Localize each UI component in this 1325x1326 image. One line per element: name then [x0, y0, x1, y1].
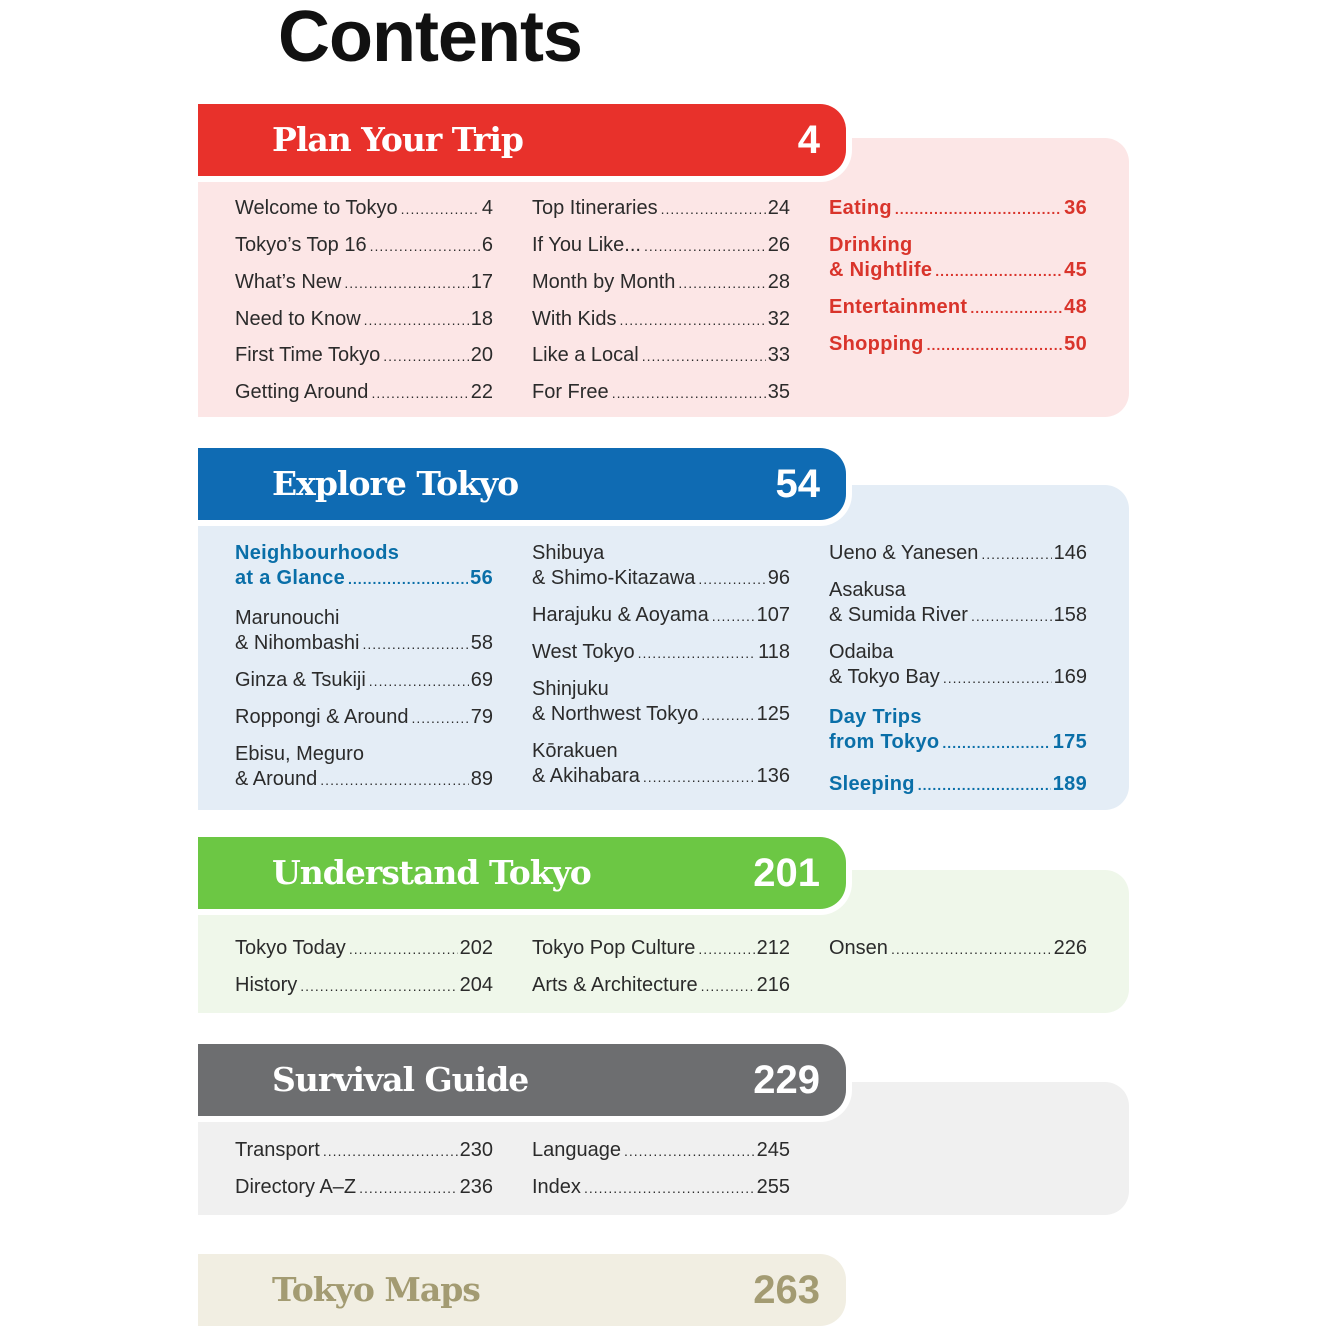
toc-entry-page: 96	[767, 567, 790, 589]
toc-entry[interactable]	[829, 295, 1087, 321]
toc-entry-row	[235, 973, 493, 999]
toc-entry-row	[829, 295, 1087, 321]
toc-entry-page: 236	[459, 1176, 493, 1198]
toc-entry[interactable]	[235, 936, 493, 962]
toc-entry[interactable]	[235, 270, 493, 296]
toc-entry-label: Directory A–Z	[235, 1176, 357, 1198]
dot-leader	[891, 936, 1052, 962]
toc-entry-page: 33	[767, 344, 790, 366]
toc-entry-label-line1: Ebisu, Meguro	[235, 743, 364, 765]
toc-entry-label: Transport	[235, 1139, 320, 1161]
toc-entry-page: 26	[767, 234, 790, 256]
toc-entry-row	[829, 730, 1087, 756]
toc-entry[interactable]	[532, 196, 790, 222]
toc-entry-row	[235, 1138, 493, 1164]
toc-entry-row	[235, 196, 493, 222]
toc-entry[interactable]	[829, 332, 1087, 358]
toc-entry[interactable]	[829, 578, 1087, 629]
toc-entry-row	[532, 702, 790, 728]
toc-entry-label: & Tokyo Bay	[829, 666, 940, 688]
toc-entry-label-line1: Day Trips	[829, 706, 922, 728]
toc-entry-page: 175	[1052, 731, 1087, 753]
toc-entry-label: Need to Know	[235, 308, 361, 330]
dot-leader	[371, 380, 468, 406]
toc-entry-row	[829, 258, 1087, 284]
toc-entry-label: & Shimo-Kitazawa	[532, 567, 696, 589]
dot-leader	[942, 730, 1050, 756]
toc-entry-label: History	[235, 974, 298, 996]
toc-entry[interactable]	[532, 541, 790, 592]
toc-entry-label-line1: Kōrakuen	[532, 740, 618, 762]
toc-entry-label: at a Glance	[235, 567, 346, 589]
section-header[interactable]	[198, 1044, 846, 1116]
toc-entry-label: Ginza & Tsukiji	[235, 669, 366, 691]
toc-entry-label: Like a Local	[532, 344, 639, 366]
toc-entry-label: Language	[532, 1139, 621, 1161]
dot-leader	[612, 380, 766, 406]
toc-entry-row	[235, 668, 493, 694]
dot-leader	[348, 566, 468, 592]
toc-entry-label: Eating	[829, 197, 892, 219]
toc-entry-label: Roppongi & Around	[235, 706, 409, 728]
toc-entry-label: Tokyo’s Top 16	[235, 234, 367, 256]
toc-entry[interactable]	[235, 973, 493, 999]
toc-entry[interactable]	[532, 936, 790, 962]
toc-entry-label-line1: Drinking	[829, 234, 913, 256]
toc-entry-page: 125	[756, 703, 790, 725]
toc-entry[interactable]	[829, 196, 1087, 222]
section-title: Survival Guide	[272, 1060, 529, 1099]
toc-entry[interactable]	[532, 307, 790, 333]
toc-entry[interactable]	[235, 307, 493, 333]
toc-entry-page: 169	[1053, 666, 1087, 688]
toc-entry-label: Tokyo Today	[235, 937, 346, 959]
toc-entry-row	[532, 640, 790, 666]
dot-leader	[363, 631, 469, 657]
section-header[interactable]	[198, 1254, 846, 1326]
toc-entry-row	[532, 233, 790, 259]
toc-entry[interactable]	[532, 233, 790, 259]
toc-entry[interactable]	[532, 380, 790, 406]
toc-entry-row	[532, 1175, 790, 1201]
dot-leader	[712, 603, 755, 629]
toc-entry[interactable]	[532, 640, 790, 666]
toc-entry-label: Tokyo Pop Culture	[532, 937, 696, 959]
toc-entry-page: 35	[767, 381, 790, 403]
toc-entry-row	[235, 705, 493, 731]
toc-entry[interactable]	[235, 541, 493, 592]
toc-entry-label: If You Like...	[532, 234, 641, 256]
toc-entry-label: Month by Month	[532, 271, 676, 293]
section-page-number: 4	[797, 118, 820, 162]
section-title: Understand Tokyo	[272, 853, 591, 892]
dot-leader	[411, 705, 468, 731]
dot-leader	[359, 1175, 457, 1201]
dot-leader	[701, 973, 755, 999]
toc-entry-label: & Around	[235, 768, 318, 790]
dot-leader	[323, 1138, 458, 1164]
toc-entry-page: 50	[1064, 333, 1087, 355]
dot-leader	[935, 258, 1062, 284]
toc-entry[interactable]	[235, 196, 493, 222]
toc-entry-row	[532, 603, 790, 629]
toc-entry[interactable]	[829, 705, 1087, 756]
toc-entry-label: Getting Around	[235, 381, 369, 403]
dot-leader	[349, 936, 458, 962]
toc-entry-row	[235, 767, 493, 793]
toc-entry-row	[829, 936, 1087, 962]
toc-entry-page: 202	[459, 937, 493, 959]
toc-entry-page: 17	[470, 271, 493, 293]
toc-entry[interactable]	[235, 705, 493, 731]
toc-entry-label-line1: Shinjuku	[532, 678, 609, 700]
toc-entry-page: 79	[470, 706, 493, 728]
toc-entry-label-line1: Asakusa	[829, 579, 906, 601]
toc-entry-row	[829, 332, 1087, 358]
toc-entry[interactable]	[532, 677, 790, 728]
toc-entry-label: Harajuku & Aoyama	[532, 604, 709, 626]
toc-entry-page: 24	[767, 197, 790, 219]
dot-leader	[981, 541, 1051, 567]
dot-leader	[624, 1138, 755, 1164]
dot-leader	[320, 767, 468, 793]
toc-entry-row	[532, 566, 790, 592]
toc-entry-row	[532, 936, 790, 962]
toc-entry[interactable]	[829, 640, 1087, 691]
toc-entry[interactable]	[532, 603, 790, 629]
dot-leader	[698, 936, 754, 962]
dot-leader	[383, 343, 469, 369]
toc-entry-page: 4	[481, 197, 493, 219]
dot-leader	[678, 270, 765, 296]
toc-entry-label: With Kids	[532, 308, 617, 330]
toc-entry-row	[532, 196, 790, 222]
toc-entry[interactable]	[235, 668, 493, 694]
toc-entry-row	[532, 380, 790, 406]
section-title: Plan Your Trip	[272, 120, 523, 159]
dot-leader	[971, 603, 1052, 629]
dot-leader	[970, 295, 1062, 321]
toc-entry[interactable]	[235, 1138, 493, 1164]
toc-entry-page: 118	[758, 641, 790, 663]
toc-entry-page: 48	[1064, 296, 1087, 318]
toc-entry-row	[532, 764, 790, 790]
toc-entry-label: & Akihabara	[532, 765, 640, 787]
toc-entry[interactable]	[532, 1175, 790, 1201]
dot-leader	[661, 196, 766, 222]
dot-leader	[584, 1175, 755, 1201]
toc-entry-label: Ueno & Yanesen	[829, 542, 979, 564]
toc-entry-page: 212	[756, 937, 790, 959]
toc-entry[interactable]	[235, 1175, 493, 1201]
toc-entry-label: Entertainment	[829, 296, 968, 318]
toc-entry-label: Top Itineraries	[532, 197, 658, 219]
toc-entry[interactable]	[532, 1138, 790, 1164]
dot-leader	[370, 233, 480, 259]
toc-entry-label: & Northwest Tokyo	[532, 703, 699, 725]
toc-entry[interactable]	[532, 270, 790, 296]
toc-entry[interactable]	[532, 343, 790, 369]
dot-leader	[401, 196, 480, 222]
toc-entry-row	[532, 1138, 790, 1164]
toc-entry-label-line1: Marunouchi	[235, 607, 340, 629]
toc-entry-row	[235, 936, 493, 962]
dot-leader	[642, 343, 766, 369]
section-title: Tokyo Maps	[272, 1270, 480, 1309]
toc-entry-page: 18	[470, 308, 493, 330]
dot-leader	[701, 702, 754, 728]
toc-entry-row	[235, 343, 493, 369]
toc-entry[interactable]	[532, 973, 790, 999]
toc-entry-row	[532, 270, 790, 296]
section-page-number: 229	[753, 1058, 820, 1102]
dot-leader	[643, 764, 755, 790]
section-title: Explore Tokyo	[272, 464, 519, 503]
toc-entry-label: & Nightlife	[829, 259, 933, 281]
toc-entry[interactable]	[829, 936, 1087, 962]
toc-entry-label: Index	[532, 1176, 581, 1198]
toc-entry-page: 45	[1064, 259, 1087, 281]
dot-leader	[344, 270, 468, 296]
toc-entry-row	[235, 380, 493, 406]
toc-entry-page: 216	[756, 974, 790, 996]
dot-leader	[698, 566, 765, 592]
dot-leader	[895, 196, 1062, 222]
dot-leader	[619, 307, 765, 333]
toc-entry-label: & Nihombashi	[235, 632, 360, 654]
toc-entry-row	[829, 603, 1087, 629]
toc-entry[interactable]	[235, 343, 493, 369]
toc-entry-label: from Tokyo	[829, 731, 940, 753]
toc-entry-page: 158	[1053, 604, 1087, 626]
toc-entry-page: 6	[481, 234, 493, 256]
toc-entry-label-line1: Neighbourhoods	[235, 542, 400, 564]
toc-entry-label: Shopping	[829, 333, 924, 355]
toc-entry-page: 20	[470, 344, 493, 366]
toc-entry-page: 255	[756, 1176, 790, 1198]
section-header[interactable]	[198, 104, 846, 176]
toc-entry-row	[829, 665, 1087, 691]
toc-entry[interactable]	[829, 541, 1087, 567]
toc-entry-label: Onsen	[829, 937, 888, 959]
toc-entry-label: West Tokyo	[532, 641, 635, 663]
page-title: Contents	[278, 0, 582, 77]
toc-entry-row	[829, 772, 1087, 798]
toc-entry-row	[235, 631, 493, 657]
dot-leader	[638, 640, 756, 666]
toc-entry-page: 69	[470, 669, 493, 691]
toc-entry-row	[532, 307, 790, 333]
toc-entry-page: 89	[470, 768, 493, 790]
dot-leader	[644, 233, 766, 259]
toc-entry-page: 230	[459, 1139, 493, 1161]
toc-entry-page: 56	[470, 567, 493, 589]
toc-entry-label: What’s New	[235, 271, 342, 293]
dot-leader	[918, 772, 1051, 798]
toc-entry[interactable]	[235, 380, 493, 406]
toc-entry-row	[235, 233, 493, 259]
toc-entry-page: 136	[756, 765, 790, 787]
toc-entry-row	[235, 307, 493, 333]
section-page-number: 54	[775, 462, 820, 506]
dot-leader	[369, 668, 469, 694]
dot-leader	[364, 307, 469, 333]
toc-entry-page: 226	[1053, 937, 1087, 959]
section-header[interactable]	[198, 448, 846, 520]
toc-entry-page: 146	[1053, 542, 1087, 564]
toc-entry-page: 36	[1064, 197, 1087, 219]
toc-entry-row	[829, 541, 1087, 567]
toc-entry-label: & Sumida River	[829, 604, 968, 626]
toc-entry-page: 245	[756, 1139, 790, 1161]
toc-entry[interactable]	[235, 233, 493, 259]
toc-entry[interactable]	[829, 772, 1087, 798]
toc-entry-page: 58	[470, 632, 493, 654]
toc-entry-page: 22	[470, 381, 493, 403]
toc-entry-row	[532, 973, 790, 999]
toc-entry-row	[235, 1175, 493, 1201]
toc-entry-label-line1: Odaiba	[829, 641, 894, 663]
toc-entry-page: 107	[756, 604, 790, 626]
toc-entry-label: For Free	[532, 381, 609, 403]
toc-entry-label: Welcome to Tokyo	[235, 197, 398, 219]
toc-entry-page: 189	[1052, 773, 1087, 795]
section-page-number: 263	[753, 1268, 820, 1312]
toc-entry-label-line1: Shibuya	[532, 542, 605, 564]
dot-leader	[943, 665, 1052, 691]
toc-entry-row	[235, 270, 493, 296]
toc-entry[interactable]	[235, 606, 493, 657]
toc-entry[interactable]	[829, 233, 1087, 284]
toc-entry[interactable]	[235, 742, 493, 793]
toc-entry-page: 32	[767, 308, 790, 330]
section-header[interactable]	[198, 837, 846, 909]
toc-entry-label: Arts & Architecture	[532, 974, 698, 996]
toc-entry-label: First Time Tokyo	[235, 344, 381, 366]
toc-entry-page: 28	[767, 271, 790, 293]
toc-entry-label: Sleeping	[829, 773, 915, 795]
dot-leader	[927, 332, 1063, 358]
toc-entry[interactable]	[532, 739, 790, 790]
toc-entry-row	[829, 196, 1087, 222]
dot-leader	[300, 973, 457, 999]
toc-entry-row	[532, 343, 790, 369]
toc-entry-page: 204	[459, 974, 493, 996]
section-page-number: 201	[753, 851, 820, 895]
toc-entry-row	[235, 566, 493, 592]
